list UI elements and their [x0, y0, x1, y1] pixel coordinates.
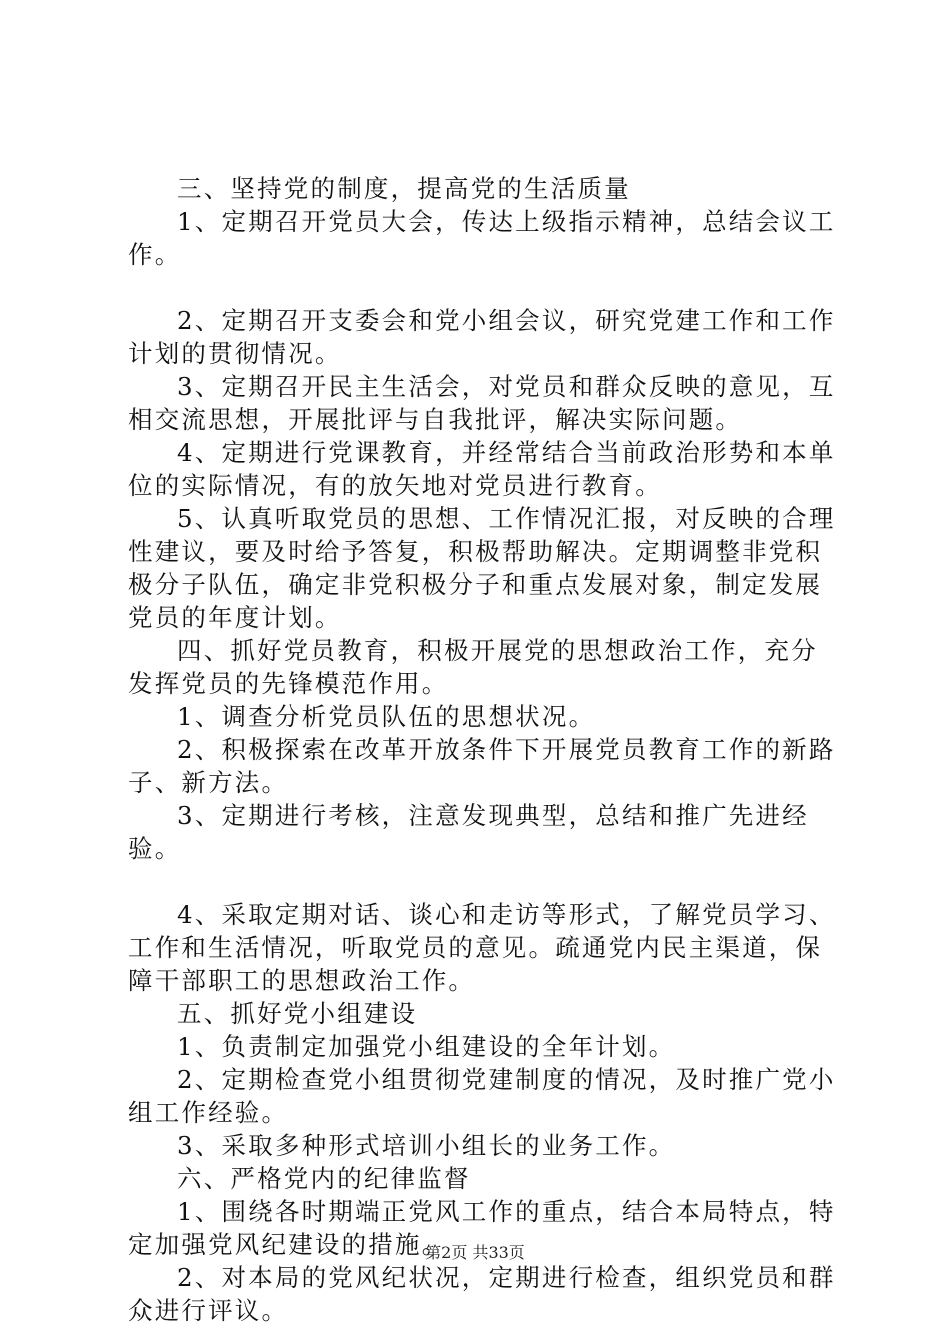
paragraph: 2、积极探索在改革开放条件下开展党员教育工作的新路子、新方法。: [128, 735, 836, 797]
blank-line: [128, 865, 840, 898]
paragraph: 1、调查分析党员队伍的思想状况。: [177, 702, 596, 731]
paragraph: 1、负责制定加强党小组建设的全年计划。: [177, 1032, 676, 1061]
paragraph: 2、定期检查党小组贯彻党建制度的情况，及时推广党小组工作经验。: [128, 1065, 836, 1127]
paragraph: 1、围绕各时期端正党风工作的重点，结合本局特点，特定加强党风纪建设的措施。: [128, 1197, 836, 1259]
paragraph: 1、定期召开党员大会，传达上级指示精神，总结会议工作。: [128, 207, 836, 269]
section-heading-5: 五、抓好党小组建设: [177, 999, 418, 1028]
paragraph: 5、认真听取党员的思想、工作情况汇报，对反映的合理性建议，要及时给予答复，积极帮助解决。定期调整非党积极分子队伍，确定非党积极分子和重点发展对象，制定发展党员的年度计划。: [128, 504, 836, 632]
blank-line: [128, 271, 840, 304]
page-number-footer: 第2页 共33页: [425, 1243, 525, 1262]
paragraph: 2、对本局的党风纪状况，定期进行检查，组织党员和群众进行评议。: [128, 1263, 836, 1325]
paragraph: 3、定期召开民主生活会，对党员和群众反映的意见，互相交流思想，开展批评与自我批评，解决实际问题。: [128, 372, 836, 434]
paragraph: 4、采取定期对话、谈心和走访等形式，了解党员学习、工作和生活情况，听取党员的意见。疏通党内民主渠道，保障干部职工的思想政治工作。: [128, 900, 836, 995]
document-body: [128, 172, 840, 1327]
paragraph: 2、定期召开支委会和党小组会议，研究党建工作和工作计划的贯彻情况。: [128, 306, 836, 368]
section-heading-6: 六、严格党内的纪律监督: [177, 1164, 471, 1193]
section-heading-4: 四、抓好党员教育，积极开展党的思想政治工作，充分发挥党员的先锋模范作用。: [128, 636, 818, 698]
paragraph: 4、定期进行党课教育，并经常结合当前政治形势和本单位的实际情况，有的放矢地对党员进行教育。: [128, 438, 836, 500]
paragraph: 3、采取多种形式培训小组长的业务工作。: [177, 1131, 676, 1160]
section-heading-3: 三、坚持党的制度，提高党的生活质量: [177, 174, 631, 203]
paragraph: 3、定期进行考核，注意发现典型，总结和推广先进经验。: [128, 801, 809, 863]
